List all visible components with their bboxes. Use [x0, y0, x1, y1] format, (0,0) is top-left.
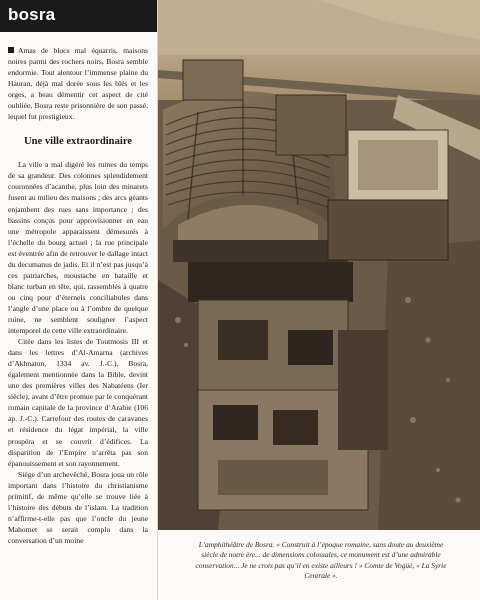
section-heading: Une ville extraordinaire: [23, 136, 133, 148]
paragraph-2: Citée dans les listes de Toutmosis III et dans les lettres d’Al-Amarna (archives d’Akhnaton, 1334 av. J.-C.), Bosra, également mentionnée dans la Bible, devint une des premières villes des Nabatéens (Ier siècle), avant d’être promue par le conquérant romain capitale de la province d’Arabie (106 ap. J.-C.). Carrefour des routes de caravanes et résidence du légat impérial, la ville prospéra et se couvrit d’édifices. La disparition de l’Empire n’arrêta pas son épanouissement et son rayonnement.: [8, 337, 148, 468]
paragraph-3: Siège d’un archevêché, Bosra joua un rôle important dans l’histoire du christianisme primitif, de même qu’elle se trouve liée à l’histoire des débuts de l’islam. La tradition n’affirme-t-elle pas que l’oncle du jeune Mahomet se serait complu dans la conversation d’un moine: [8, 469, 148, 545]
page-title: bosra: [8, 5, 56, 24]
paragraph-1: La ville a mal digéré les ruines du temps de sa grandeur. Des colonnes splendidement couronnées d’acanthe, plus loin des minarets fusent au milieu des maisons ; des arcs géants enjambent des rues sans importance ; des bassins conçus pour approvisionner en eau une métropole apparaissent démesurés à l’échelle du bourg actuel ; la rue principale est éventrée afin de retrouver le dallage intact du decumanus de jadis. Et il n’est pas jusqu’à ces patriarches, moustache en bataille et blanc turban en tête, qui, rassemblés à quatre ou cinq pour d’éternels conciliabules dans l’angle d’une place ou à l’ombre de quelque ruine, ne semblent souligner l’aspect intemporel de cette ville extraordinaire.: [8, 160, 148, 336]
square-bullet-icon: [8, 47, 14, 53]
article-column: [8, 45, 148, 546]
theatre-illustration: [158, 0, 480, 530]
aerial-photo: [158, 0, 480, 530]
intro-text: Amas de blocs mal équarris, maisons noires parmi des rochers noirs, Bosra semble endormie. Tout alentour l’immense plaine du Hauran, déjà mal dorée sous les blés et les orges, a beau démentir cet aspect de cité oubliée, Bosra reste prisonnière de son passé, lequel fut prestigieux.: [8, 46, 148, 122]
intro-paragraph: [8, 45, 148, 122]
title-band: [0, 0, 158, 32]
photo-caption: L’amphithéâtre de Bosra. « Construit à l’époque romaine, sans doute au deuxième siècle de notre ère... de dimensions colossales, ce monument est d’une admirable conservation... Je ne crois pas qu’il en existe ailleurs ! » Comte de Vogüé, « La Syrie Centrale ».: [195, 540, 447, 580]
